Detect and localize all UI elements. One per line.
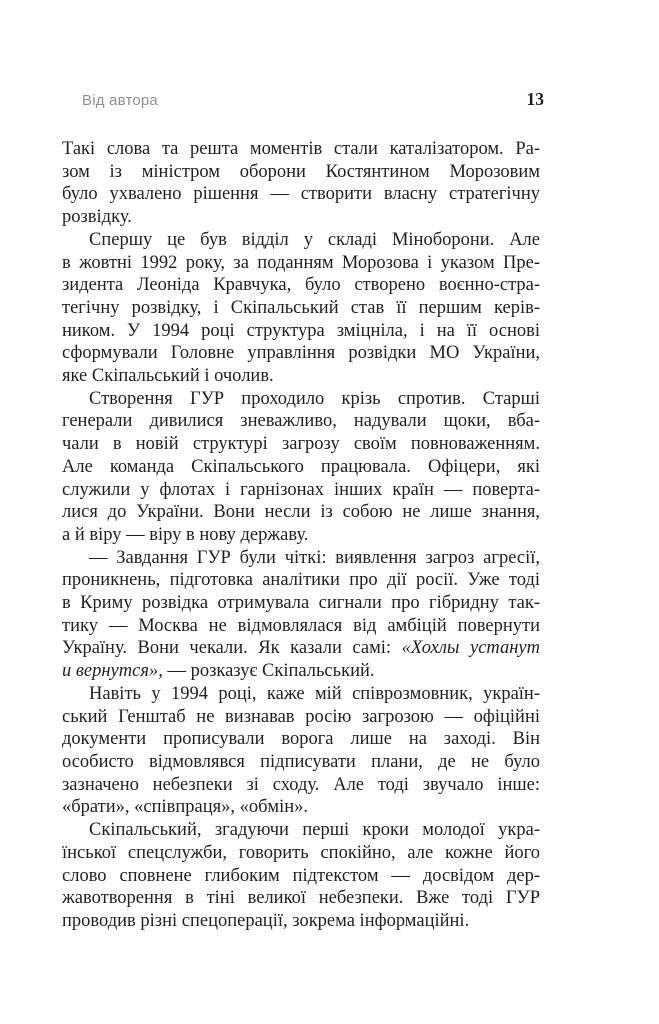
text-line xyxy=(62,365,540,388)
text-segment: документи прописували ворога лише на заході. Він xyxy=(62,729,540,750)
text-line xyxy=(62,774,540,797)
text-line xyxy=(62,842,540,865)
text-segment: а й віру — віру в нову державу. xyxy=(62,524,309,545)
text-segment: Такі слова та решта моментів стали каталізатором. Ра- xyxy=(62,139,540,159)
italic-quote: «Хохлы устанут xyxy=(401,638,540,659)
text-segment: в Криму розвідка отримувала сигнали про гібридну так- xyxy=(62,593,540,614)
text-segment: «брати», «співпраця», «обмін». xyxy=(62,797,308,818)
text-line xyxy=(62,252,540,275)
text-segment: лися до України. Вони несли із собою не лише знання, xyxy=(62,502,540,523)
text-segment: Але команда Скіпальського працювала. Офіцери, які xyxy=(62,456,540,477)
text-line xyxy=(62,887,540,910)
italic-quote: и вернутся» xyxy=(62,661,159,682)
text-line xyxy=(62,456,540,479)
text-line xyxy=(62,433,540,456)
text-segment: Спершу це був відділ у складі Міноборони. Але xyxy=(89,229,540,250)
text-segment: слово сповнене глибоким підтекстом — досвідом дер- xyxy=(62,865,540,886)
text-line xyxy=(62,342,540,365)
text-segment: проводив різні спецоперації, зокрема інформаційні. xyxy=(62,910,470,931)
text-segment: генерали дивилися зневажливо, надували щоки, вба- xyxy=(62,411,540,432)
paragraph xyxy=(62,388,540,547)
text-segment: Створення ГУР проходило крізь спротив. Старші xyxy=(89,388,540,409)
text-line xyxy=(62,320,540,343)
text-line xyxy=(62,751,540,774)
text-segment: розвідку. xyxy=(62,207,132,228)
page-number: 13 xyxy=(526,89,544,109)
text-segment: Навіть у 1994 році, каже мій співрозмовник, україн- xyxy=(89,683,540,704)
text-line xyxy=(62,161,540,184)
text-line xyxy=(62,297,540,320)
text-line xyxy=(62,796,540,819)
text-segment: жавотворення в тіні великої небезпеки. Вже тоді ГУР xyxy=(62,888,540,909)
text-segment: в жовтні 1992 року, за поданням Морозова і указом Пре- xyxy=(62,252,540,273)
text-segment: служили у флотах і гарнізонах інших країн — поверта- xyxy=(62,479,540,500)
text-segment: Україну. Вони чекали. Як казали самі: xyxy=(62,638,402,659)
running-header xyxy=(62,90,544,110)
text-line xyxy=(62,547,540,570)
text-line xyxy=(62,615,540,638)
text-segment: було ухвалено рішення — створити власну стратегічну xyxy=(62,184,540,205)
text-line xyxy=(62,206,540,229)
text-segment: особисто відмовлявся підписувати плани, де не було xyxy=(62,751,540,772)
text-segment: , — розказує Скіпальський. xyxy=(158,661,375,682)
text-line xyxy=(62,637,540,660)
text-line xyxy=(62,592,540,615)
text-segment: сформували Головне управління розвідки МО України, xyxy=(62,343,540,364)
text-line xyxy=(62,910,540,933)
text-line xyxy=(62,183,540,206)
text-line xyxy=(62,138,540,161)
paragraph xyxy=(62,819,540,933)
text-block xyxy=(62,138,540,933)
text-line xyxy=(62,274,540,297)
text-line xyxy=(62,229,540,252)
text-segment: тегічну розвідку, і Скіпальський став її першим керів- xyxy=(62,297,540,318)
text-line xyxy=(62,501,540,524)
text-line xyxy=(62,569,540,592)
text-line xyxy=(62,865,540,888)
text-segment: тику — Москва не відмовлялася від амбіцій повернути xyxy=(62,615,540,636)
paragraph xyxy=(62,547,540,683)
text-segment: — Завдання ГУР були чіткі: виявлення загроз агресії, xyxy=(89,547,540,568)
text-segment: зазначено небезпеки зі сходу. Але тоді звучало інше: xyxy=(62,774,540,795)
text-line xyxy=(62,479,540,502)
text-line xyxy=(62,388,540,411)
text-line xyxy=(62,706,540,729)
paragraph xyxy=(62,683,540,819)
text-line xyxy=(62,728,540,751)
paragraph xyxy=(62,138,540,229)
section-title: Від автора xyxy=(82,92,158,109)
text-segment: яке Скіпальський і очолив. xyxy=(62,366,274,387)
text-line xyxy=(62,410,540,433)
text-line xyxy=(62,819,540,842)
text-segment: зом із міністром оборони Костянтином Морозовим xyxy=(62,161,540,182)
text-line xyxy=(62,683,540,706)
text-line xyxy=(62,660,540,683)
text-segment: проникнень, підготовка аналітики про дії росії. Уже тоді xyxy=(62,570,540,591)
text-segment: їнської спецслужби, говорить спокійно, але кожне його xyxy=(62,842,540,863)
text-segment: ський Генштаб не визнавав росію загрозою — офіційні xyxy=(62,706,540,727)
text-segment: зидента Леоніда Кравчука, було створено воєнно-стра- xyxy=(62,275,540,296)
text-segment: чали в новій структурі загрозу своїм повноваженням. xyxy=(62,434,540,455)
paragraph xyxy=(62,229,540,388)
text-segment: Скіпальський, згадуючи перші кроки молодої укра- xyxy=(89,820,540,841)
text-segment: ником. У 1994 році структура зміцніла, і на її основі xyxy=(62,320,540,341)
text-line xyxy=(62,524,540,547)
